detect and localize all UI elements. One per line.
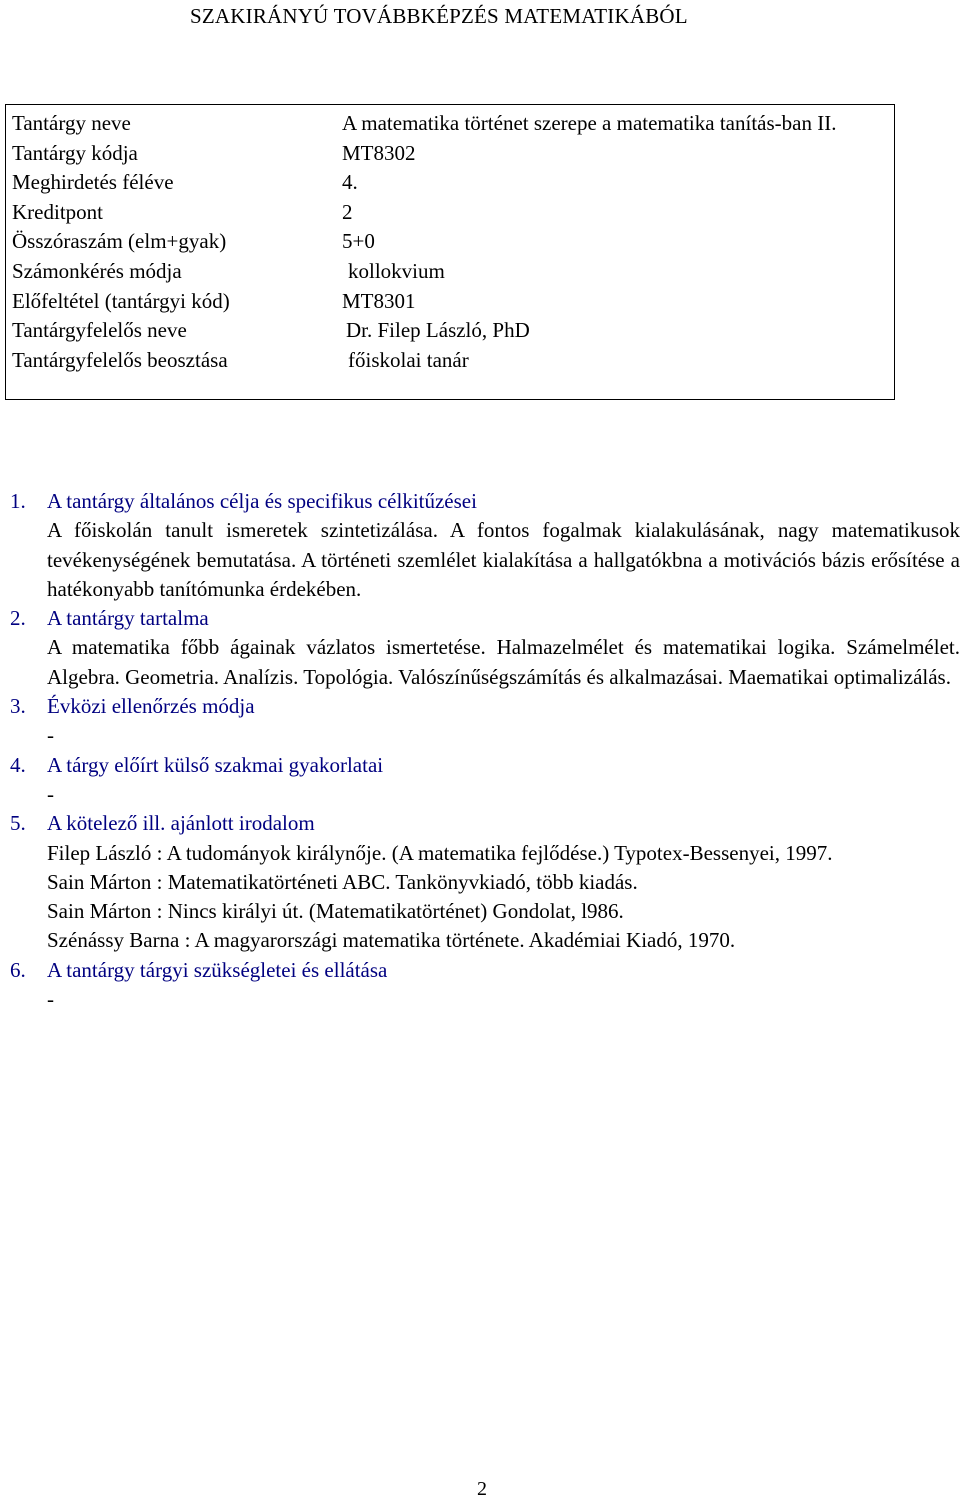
section-4-number: 4. (10, 752, 26, 777)
prerequisite-value: MT8301 (342, 288, 416, 313)
course-name-label: Tantárgy neve (12, 111, 131, 135)
lecturer-name-label: Tantárgyfelelős neve (12, 318, 187, 343)
exam-type-value: kollokvium (348, 258, 445, 283)
credit-row (12, 198, 888, 228)
credit-label: Kreditpont (12, 199, 103, 224)
section-4-body: - (47, 781, 54, 806)
section-5-title: A kötelező ill. ajánlott irodalom (47, 811, 315, 836)
hours-label: Összóraszám (elm+gyak) (12, 229, 227, 254)
section-4-heading (10, 751, 960, 780)
reference-item: Sain Márton : Matematikatörténeti ABC. Tankönyvkiadó, több kiadás. (47, 869, 638, 894)
section-4-title: A tárgy előírt külső szakmai gyakorlatai (47, 752, 384, 777)
section-5-heading (10, 809, 960, 838)
section-3-body: - (47, 723, 54, 748)
section-5-number: 5. (10, 811, 26, 836)
section-3-heading (10, 692, 960, 721)
semester-row (12, 168, 888, 198)
page-header-title: SZAKIRÁNYÚ TOVÁBBKÉPZÉS MATEMATIKÁBÓL (190, 4, 688, 28)
semester-value: 4. (342, 170, 358, 195)
lecturer-name-value: Dr. Filep László, PhD (346, 318, 530, 343)
hours-row (12, 227, 888, 257)
course-code-row (12, 139, 888, 169)
credit-value: 2 (342, 199, 353, 224)
section-3-title: Évközi ellenőrzés módja (47, 694, 255, 719)
section-2-number: 2. (10, 606, 26, 631)
section-6-body: - (47, 987, 54, 1012)
section-1-heading (10, 487, 960, 516)
course-info-table (5, 104, 895, 400)
exam-type-row (12, 257, 888, 287)
section-2-body: A matematika főbb ágainak vázlatos ismertetése. Halmazelmélet és matematikai logika. Számelmélet. Algebra. Geometria. Analízis. Topológia. Valószínűségszámítás és alkalmazásai. Maematikai optimalizálás. (47, 635, 960, 689)
section-2-title: A tantárgy tartalma (47, 606, 209, 631)
course-code-value: MT8302 (342, 140, 416, 165)
section-1-body: A főiskolán tanult ismeretek szintetizálása. A fontos fogalmak kialakulásának, nagy matematikusok tevékenységének bemutatása. A történeti szemlélet kialakítása a hallgatókbna a motivációs bázis erősítése a hatékonyabb tanítómunka érdekében. (47, 518, 960, 601)
prerequisite-row (12, 287, 888, 317)
section-2-heading (10, 604, 960, 633)
prerequisite-label: Előfeltétel (tantárgyi kód) (12, 288, 230, 313)
section-6-number: 6. (10, 957, 26, 982)
section-1-number: 1. (10, 489, 26, 513)
course-description (10, 487, 960, 1014)
lecturer-name-row (12, 316, 888, 346)
section-6-title: A tantárgy tárgyi szükségletei és ellátása (47, 957, 388, 982)
course-code-label: Tantárgy kódja (12, 140, 138, 165)
course-name-value: A matematika történet szerepe a matematika tanítás-ban II. (342, 111, 837, 135)
lecturer-position-label: Tantárgyfelelős beosztása (12, 347, 228, 372)
page-number: 2 (477, 1478, 487, 1500)
reference-item: Szénássy Barna : A magyarországi matematika története. Akadémiai Kiadó, 1970. (47, 928, 736, 953)
exam-type-label: Számonkérés módja (12, 258, 182, 283)
section-6-heading (10, 956, 960, 985)
course-name-row (12, 109, 888, 139)
section-3-number: 3. (10, 694, 26, 719)
reference-item: Filep László : A tudományok királynője. (A matematika fejlődése.) Typotex-Bessenyei, 1997. (47, 840, 833, 865)
reference-list (10, 839, 960, 956)
hours-value: 5+0 (342, 229, 375, 254)
reference-item: Sain Márton : Nincs királyi út. (Matematikatörténet) Gondolat, l986. (47, 899, 624, 924)
lecturer-position-row (12, 346, 888, 376)
section-1-title: A tantárgy általános célja és specifikus célkitűzései (47, 489, 477, 513)
semester-label: Meghirdetés féléve (12, 170, 174, 195)
lecturer-position-value: főiskolai tanár (348, 347, 469, 372)
